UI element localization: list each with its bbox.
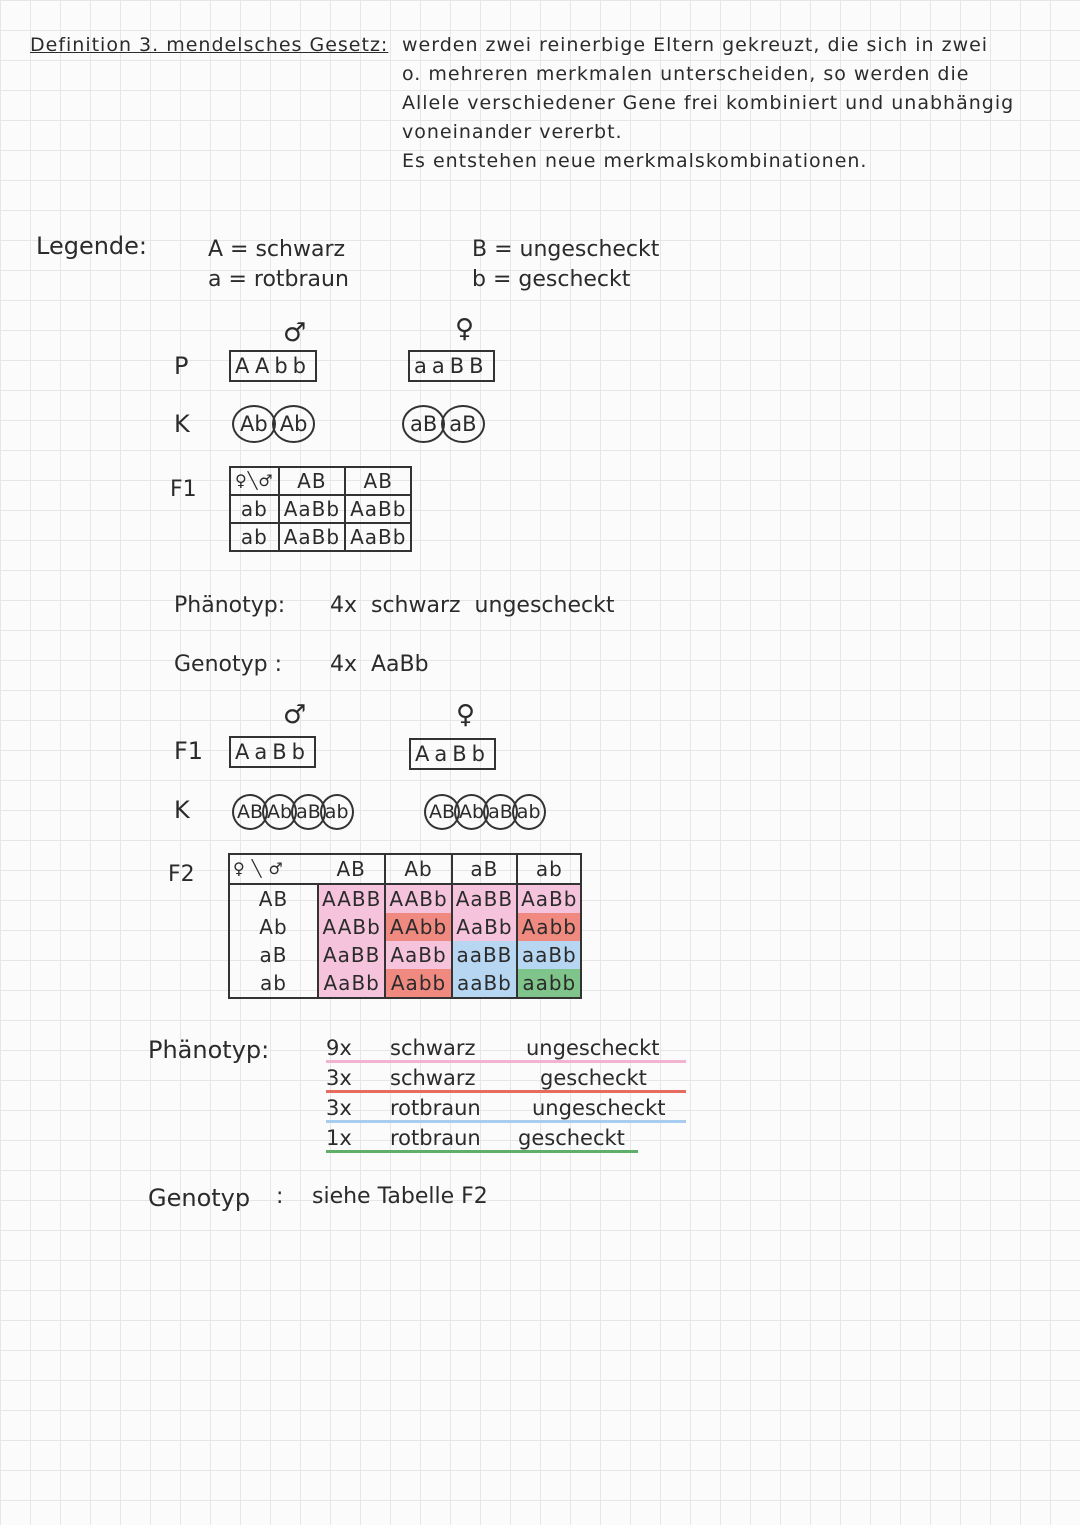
female-symbol: ♀: [456, 700, 476, 730]
column-header: AB: [279, 467, 345, 495]
corner-cell: ♀ ╲ ♂: [229, 854, 318, 884]
f1-label: F1: [170, 477, 197, 502]
f2-genotype-colon: :: [276, 1184, 284, 1209]
female-f1-genotype: AaBb: [409, 738, 496, 770]
row-header: ab: [260, 971, 287, 995]
f2-genotype-label: Genotyp: [148, 1184, 251, 1212]
gamete: Ab: [232, 405, 276, 443]
definition-line-4: voneinander vererbt.: [402, 121, 623, 143]
phenotype-count: 9x: [326, 1036, 352, 1060]
phenotype-pattern: ungescheckt: [532, 1096, 666, 1120]
k2-label: K: [174, 796, 190, 824]
table-cell: AaBb: [279, 523, 345, 551]
gamete: ab: [320, 794, 354, 830]
definition-line-2: o. mehreren merkmalen unterscheiden, so werden die: [402, 63, 970, 85]
gamete: aB: [291, 794, 326, 830]
f2-label: F2: [168, 862, 195, 887]
phenotype-count: 3x: [326, 1066, 352, 1090]
male-symbol: ♂: [283, 700, 307, 730]
row-header: aB: [259, 943, 288, 967]
female-gametes-f1: [424, 794, 540, 830]
gamete: Ab: [272, 405, 316, 443]
gamete: Ab: [454, 794, 489, 830]
female-symbol: ♀: [235, 471, 248, 490]
phenotype-color: rotbraun: [390, 1126, 481, 1150]
f1-genotype-value: 4x AaBb: [330, 652, 429, 677]
male-parent-genotype: AAbb: [229, 350, 317, 382]
table-cell: AABB: [318, 884, 385, 913]
k-label: K: [174, 410, 190, 438]
phenotype-pattern: gescheckt: [518, 1126, 625, 1150]
phenotype-color: schwarz: [390, 1036, 476, 1060]
female-symbol: ♀: [233, 859, 246, 878]
f1-parent-label: F1: [174, 737, 204, 765]
f2-phenotype-label: Phänotyp:: [148, 1036, 270, 1064]
corner-cell: ♀╲♂: [230, 467, 279, 495]
f2-genotype-value: siehe Tabelle F2: [312, 1184, 488, 1209]
table-cell: aaBb: [517, 941, 581, 969]
table-cell: Aabb: [385, 969, 451, 998]
phenotype-row: [326, 1066, 686, 1093]
f1-phenotype-value: 4x schwarz ungescheckt: [330, 593, 615, 618]
male-symbol: ♂: [268, 859, 284, 878]
definition-line-1: werden zwei reinerbige Eltern gekreuzt, die sich in zwei: [402, 34, 989, 56]
column-header: Ab: [385, 854, 451, 884]
table-cell: AABb: [318, 913, 385, 941]
table-cell: AaBB: [452, 884, 517, 913]
column-header: ab: [517, 854, 581, 884]
definition-title: Definition 3. mendelsches Gesetz:: [30, 34, 389, 56]
phenotype-count: 3x: [326, 1096, 352, 1120]
table-cell: AAbb: [385, 913, 451, 941]
f1-phenotype-label: Phänotyp:: [174, 593, 286, 618]
f2-punnett-table: [228, 853, 582, 999]
phenotype-color: rotbraun: [390, 1096, 481, 1120]
male-gametes: [232, 405, 311, 443]
table-cell: AaBb: [318, 969, 385, 998]
table-cell: AaBb: [385, 941, 451, 969]
gamete: ab: [512, 794, 546, 830]
female-symbol: ♀: [455, 314, 475, 344]
table-cell: Aabb: [517, 913, 581, 941]
gamete: aB: [441, 405, 484, 443]
table-cell: aaBb: [452, 969, 517, 998]
table-cell: aabb: [517, 969, 581, 998]
table-cell: AaBb: [345, 495, 411, 523]
f1-genotype-label: Genotyp :: [174, 652, 283, 677]
row-header: ab: [230, 523, 279, 551]
phenotype-row: [326, 1096, 686, 1123]
phenotype-pattern: ungescheckt: [526, 1036, 660, 1060]
gamete: AB: [424, 794, 460, 830]
female-gametes: [402, 405, 481, 443]
male-gametes-f1: [232, 794, 348, 830]
column-header: aB: [452, 854, 517, 884]
row-header: ab: [230, 495, 279, 523]
phenotype-row: [326, 1126, 638, 1153]
male-f1-genotype: AaBb: [229, 736, 316, 768]
legend-label: Legende:: [36, 232, 148, 260]
row-header: AB: [258, 887, 289, 911]
gamete: aB: [402, 405, 445, 443]
phenotype-count: 1x: [326, 1126, 352, 1150]
legend-a: a = rotbraun: [208, 267, 349, 292]
table-cell: AaBb: [279, 495, 345, 523]
male-symbol: ♂: [283, 318, 307, 348]
table-cell: AaBB: [318, 941, 385, 969]
table-cell: AaBb: [517, 884, 581, 913]
table-cell: AABb: [385, 884, 451, 913]
table-cell: AaBb: [452, 913, 517, 941]
male-symbol: ♂: [258, 471, 274, 490]
gamete: aB: [483, 794, 518, 830]
phenotype-row: [326, 1036, 686, 1063]
table-cell: AaBb: [345, 523, 411, 551]
definition-line-5: Es entstehen neue merkmalskombinationen.: [402, 150, 868, 172]
column-header: AB: [345, 467, 411, 495]
gamete: Ab: [262, 794, 297, 830]
definition-line-3: Allele verschiedener Gene frei kombiniert und unabhängig: [402, 92, 1015, 114]
gamete: AB: [232, 794, 268, 830]
phenotype-color: schwarz: [390, 1066, 476, 1090]
table-cell: aaBB: [452, 941, 517, 969]
legend-A: A = schwarz: [208, 237, 346, 262]
legend-B: B = ungescheckt: [472, 237, 660, 262]
column-header: AB: [318, 854, 385, 884]
phenotype-pattern: gescheckt: [540, 1066, 647, 1090]
female-parent-genotype: aaBB: [408, 350, 495, 382]
row-header: Ab: [259, 915, 288, 939]
legend-b: b = gescheckt: [472, 267, 631, 292]
f1-punnett-table: [229, 466, 412, 552]
p-label: P: [174, 352, 189, 380]
